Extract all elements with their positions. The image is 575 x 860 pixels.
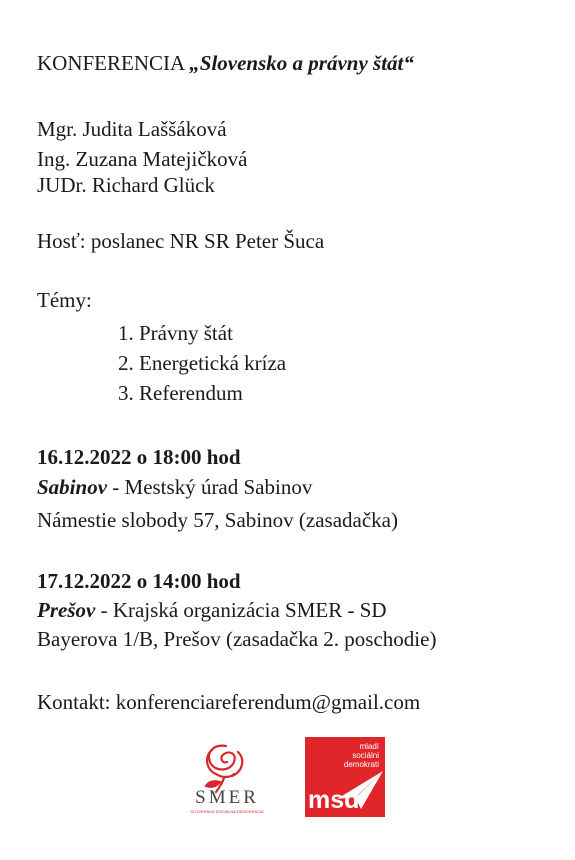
event-city: Sabinov — [37, 475, 108, 499]
event-venue-line — [37, 472, 312, 502]
event-venue: Krajská organizácia SMER - SD — [112, 598, 387, 622]
topic-item: 2. Energetická kríza — [118, 351, 287, 375]
event-venue-line — [37, 595, 387, 625]
event-datetime: 16.12.2022 o 18:00 hod — [37, 445, 241, 469]
smer-wordmark: SMER — [195, 787, 259, 808]
smer-subtitle: SLOVENSKÁ SOCIÁLNA DEMOKRACIA — [190, 809, 264, 814]
organizer: JUDr. Richard Glück — [37, 173, 215, 197]
event-datetime: 17.12.2022 o 14:00 hod — [37, 569, 241, 593]
event-city: Prešov — [37, 598, 96, 622]
event-address: Bayerova 1/B, Prešov (zasadačka 2. poschodie) — [37, 627, 437, 651]
title-line — [37, 48, 414, 78]
organizer: Ing. Zuzana Matejičková — [37, 147, 248, 171]
guest-line: Hosť: poslanec NR SR Peter Šuca — [37, 229, 325, 253]
topic-item: 1. Právny štát — [118, 321, 233, 345]
topics-heading: Témy: — [37, 288, 92, 312]
topic-item: 3. Referendum — [118, 381, 243, 405]
msd-wordmark: msd — [308, 786, 360, 814]
organizer: Mgr. Judita Laššáková — [37, 117, 227, 141]
event-separator: - — [95, 598, 113, 622]
smer-logo — [186, 738, 268, 818]
event-address: Námestie slobody 57, Sabinov (zasadačka) — [37, 508, 398, 532]
msd-logo — [305, 737, 385, 817]
event-separator: - — [107, 475, 125, 499]
contact-line: Kontakt: konferenciareferendum@gmail.com — [37, 690, 421, 714]
msd-line: mladí — [359, 742, 379, 751]
event-venue: Mestský úrad Sabinov — [124, 475, 313, 499]
title-prefix: KONFERENCIA — [37, 51, 190, 75]
msd-line: demokrati — [343, 760, 379, 769]
conference-name: „Slovensko a právny štát“ — [189, 51, 414, 75]
msd-line: sociálni — [352, 751, 379, 760]
